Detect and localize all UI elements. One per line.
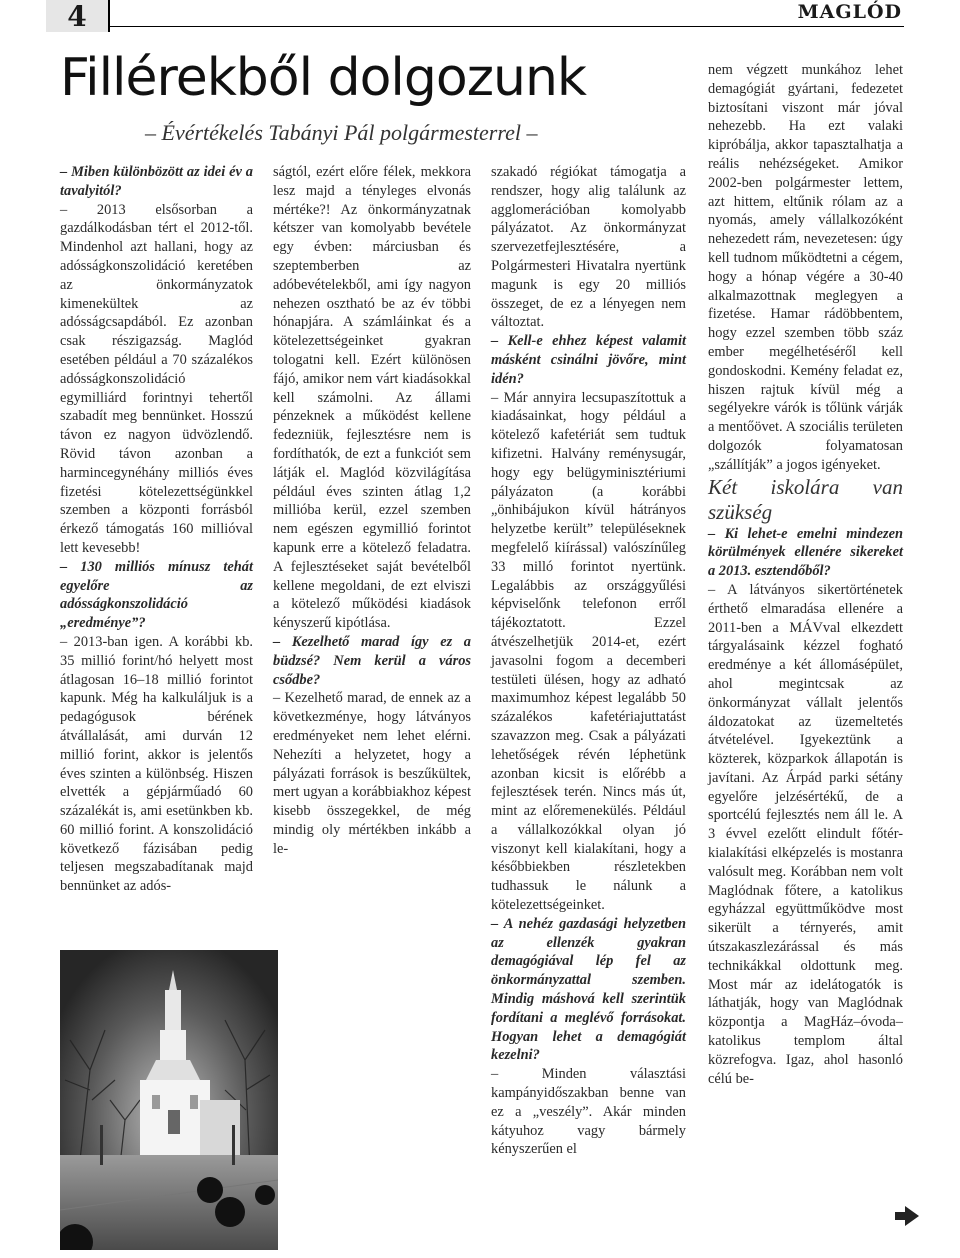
text-column-4	[708, 61, 903, 1088]
answer-paragraph: szakadó régiókat támogatja a rendszer, hogy alig találunk az agglomerációban komolyabb pályázatot. Az önkormányzat szervezetfejlesztésére, a Polgármesteri Hivatalra nyertünk magunk is egy 20 milliós összeget, de ez a lényegen nem változtat.	[491, 164, 686, 331]
interview-question: – Miben különbözött az idei év a tavalyitól?	[60, 164, 253, 199]
article-subtitle: – Évértékelés Tabányi Pál polgármesterrel –	[145, 120, 538, 145]
church-night-photo	[60, 950, 278, 1250]
text-column-1	[60, 163, 253, 896]
answer-paragraph: – 2013 elsősorban a gazdálkodásban tért el 2012-től. Mindenhol azt hallani, hogy az adósságkonszolidáció keretében az önkormányzatok kimenekültek az adósságcsapdából. Ez azonban csak részigazság. Maglód esetében például a 70 százalékos adósságkonszolidáció egymilliárd forintnyi tehertől szabadít meg bennünket. Hosszú távon ez nagyon üdvözlendő. Rövid távon azonban a harmincegynéhány milliós éves fizetési kötelezettségünkkel szemben a központi forrásból érkező támogatás 160 millióval lett kevesebb!	[60, 201, 253, 556]
interview-question: – A nehéz gazdasági helyzetben az ellenzék gyakran demagógiával lép fel az önkormányzattal szemben. Mindig máshová kell szerintük fordítani a meglévő forrásokat. Hogyan lehet a demagógiát kezelni?	[491, 915, 686, 1064]
interview-question: – Ki lehet-e emelni mindezen körülmények ellenére sikereket a 2013. esztendőből?	[708, 525, 903, 580]
publication-name: MAGLÓD	[797, 1, 902, 23]
interview-question: – 130 milliós mínusz tehát egyelőre az adósságkonszolidáció „eredménye”?	[60, 558, 253, 632]
page-number: 4	[46, 0, 110, 32]
continue-arrow-icon	[905, 1206, 919, 1226]
text-column-3	[491, 163, 686, 1159]
answer-paragraph: – A látványos sikertörténetek érthető elmaradása ellenére a 2011-ben a MÁVval elkezdett tárgyalásaink kézzel fogható eredménye a két állomásépület, ahol megintcsak az önkormányzat vállalt jelentős áldozatokat az üzemeltetés átvételével. Igyekeztünk a közterek, közparkok állapotán is javítani. Az Árpád parki sétány egyelőre jelzésértékű, de a sportcélú fejlesztés nem áll le. A 3 évvel ezelőtt elindult főtér-kialakítási elképzelés is mostanra valósult meg. Korábban nem volt Maglódnak főtere, a katolikus egyházzal együttműködve most sikerült a térnyerés, amit útszakaszlezárással és más technikákkal oldottunk meg. Most már az idelátogatók is láthatják, hogy van Maglódnak központja a MagHáz–óvoda–katolikus templom által közrefogva. Igaz, ahol hasonló célú be-	[708, 581, 903, 1087]
answer-paragraph: – Minden választási kampányidőszakban benne van ez a „veszély”. Akár minden kátyuhoz vagy bármely kényszerűen el	[491, 1066, 686, 1158]
answer-paragraph: – Már annyira lecsupaszítottuk a kiadásainkat, hogy például a kötelező kafetériát sem tudtuk kifizetni. Halvány reménysugár, hogy egy belügyminisztériumi pályázaton (a korábbi „önhibájukon kívül hátrányos helyzetbe került” településeknek megfelelő kiírással) valószínűleg 33 milló forintot nyertünk. Legalábbis az országgyűlési képviselőnk telefonon erről tájékoztatott. Ezzel átvészelhetjük 2014-et, ezért javasolni fogom a decemberi testületi ülésen, hogy az adható maximumhoz képest legalább 50 százalékos kafetériajuttatást szavazzon meg. Csak a pályázati lehetőségek révén léphetünk azonban kicsit is előrébb a fejlesztések terén. Nincs más út, mint az előremenekülés. Például a vállalkozókkal olyan jó viszonyt kell kialakítani, hogy a későbbiekben részletekben tudhassuk le nálunk a kötelezettségeinket.	[491, 389, 686, 914]
answer-paragraph: nem végzett munkához lehet demagógiát gyártani, fedezetet biztosítani viszont már jóval nehezebb. Ha ezt valaki kipróbálja, akkor tapasztalhatja a reális nehézségeket. Amikor 2002-ben polgármester lettem, azt hittem, eltűnik rólam az a nyomás, amely vállalkozóként nehezedett rám, nevezetesen: úgy kell tudnom működtetni a cégem, hogy a hónap végére a 30-40 alkalmazottnak meglegyen a fizetése. Hamar rádöbbentem, hogy ezzel szemben több száz ember megélhetéséről kell gondoskodni. Kemény feladat ez, hiszen rajtuk kívül még a segélyekre várók is tőlünk várják a mentőövet. A szociális területen dolgozók folyamatosan „szállítják” a jogos igényeket.	[708, 62, 903, 473]
answer-paragraph: ságtól, ezért előre félek, mekkora lesz majd a tényleges elvonás mértéke?! Az önkormányzatnak kétszer van komolyabb bevétele egy évben: márciusban és szeptemberben az adóbevételekből, ami így nagyon nehezen osztható be az év többi hónapjára. A számláinkat és a kötelezettségeinket gyakran tologatni kell. Ezért különösen fájó, amikor nem várt kiadásokkal kell számolni. Az állami pénzeknek a működést kellene fedezniük, fejlesztésre nem is fordíthatók, de ezt a funkciót sem látják el. Maglód közvilágítása például éves szinten átlag 1,2 millióba kerül, ezzel szemben nem egészen egymillió forintot kapunk erre a kötelező feladatra. A fejlesztéseket saját bevételből kellene megoldani, de ezt elviszi a kötelező működési kiadások kényszerű kipótlása.	[273, 164, 471, 632]
section-heading: Két iskolára van szükség	[708, 474, 903, 524]
answer-paragraph: – Kezelhető marad, de ennek az a következménye, hogy látványos eredményeket nem lehet elérni. Nehezíti a helyzetet, hogy a pályázati források is beszűkültek, mert ugyan a korábbiakhoz képest kisebb összegekkel, de még mindig oly mértékben inkább a le-	[273, 690, 471, 857]
answer-paragraph: – 2013-ban igen. A korábbi kb. 35 millió forint/hó helyett most átlagosan 16–18 millió forintot kapunk. Még ha kalkuláljuk is a pedagógusok bérének átvállalását, ami durván 12 millió forint, akkor is jelentős éves szinten a különbség. Hiszen elvették a gépjárműadó 60 százalékát is, ami esetünkben kb. 60 millió forint. A konszolidáció következő fázisában pedig teljesen megszabadítanak majd bennünket az adós-	[60, 633, 253, 895]
article-title: Fillérekből dolgozunk	[60, 48, 587, 108]
interview-question: – Kell-e ehhez képest valamit másként csinálni jövőre, mint idén?	[491, 333, 686, 387]
interview-question: – Kezelhető marad így ez a büdzsé? Nem kerül a város csődbe?	[273, 633, 471, 688]
text-column-2	[273, 163, 471, 858]
header-rule	[108, 26, 904, 27]
